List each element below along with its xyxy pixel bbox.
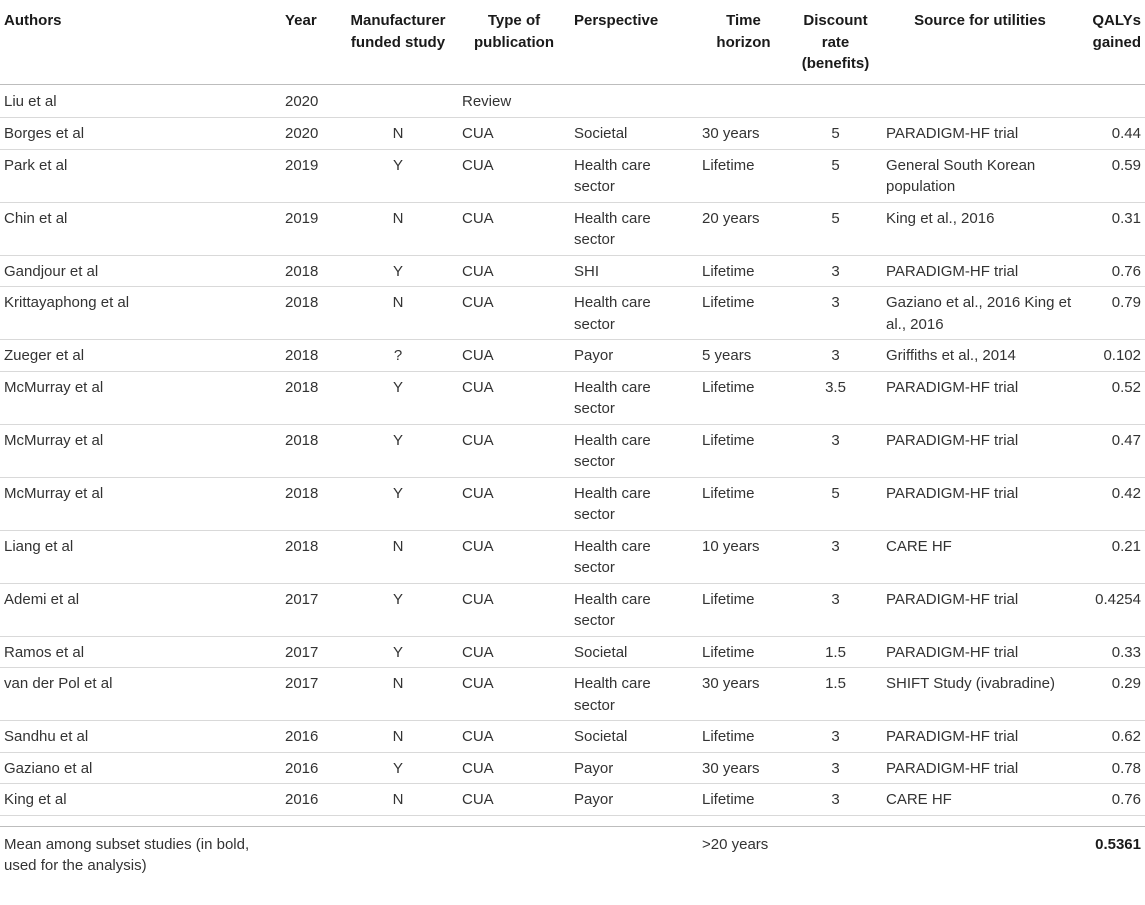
cell-discount-rate <box>789 84 882 118</box>
cell-type: CUA <box>462 537 494 555</box>
cell-qalys: 0.44 <box>1111 125 1141 142</box>
cell-time-horizon: Lifetime <box>702 791 755 808</box>
cell-type: CUA <box>462 378 494 396</box>
cell-authors: Krittayaphong et al <box>4 294 130 311</box>
cell-year: 2018 <box>285 484 319 502</box>
cell-perspective: Health care sector <box>574 294 651 333</box>
cell-discount-rate: 3 <box>831 759 840 777</box>
cell-qalys: 0.102 <box>1103 347 1141 364</box>
cell-year: 2018 <box>285 431 319 449</box>
cell-type: CUA <box>462 728 494 745</box>
cell-authors: Liu et al <box>4 92 57 110</box>
cell-perspective: Health care sector <box>574 156 651 195</box>
cell-perspective: Health care sector <box>574 378 651 417</box>
cell-qalys: 0.4254 <box>1095 590 1141 608</box>
col-header-discount-rate: Discount rate (benefits) <box>801 12 870 72</box>
cell-source: CARE HF <box>886 791 952 808</box>
cell-time-horizon: 30 years <box>702 759 760 777</box>
cell-source: CARE HF <box>886 537 952 555</box>
table-row <box>0 784 1145 816</box>
cell-discount-rate: 1.5 <box>825 675 846 692</box>
cell-qalys <box>1078 84 1145 118</box>
cell-manufacturer: N <box>392 209 404 227</box>
cell-discount-rate: 3 <box>831 347 840 364</box>
cell-perspective: Payor <box>574 347 614 364</box>
cell-time-horizon: Lifetime <box>702 590 755 608</box>
cell-type: CUA <box>462 294 494 311</box>
cell-qalys: 0.59 <box>1111 156 1141 174</box>
cell-qalys: 0.21 <box>1111 537 1141 555</box>
cell-source <box>882 84 1078 118</box>
cell-type: CUA <box>462 590 494 608</box>
cell-source: SHIFT Study (ivabradine) <box>886 675 1055 692</box>
cell-year: 2017 <box>285 643 319 661</box>
cell-year: 2018 <box>285 347 319 364</box>
cell-source: PARADIGM-HF trial <box>886 262 1019 280</box>
col-header-perspective: Perspective <box>574 12 659 29</box>
cell-authors: Borges et al <box>4 125 85 142</box>
table-row <box>0 340 1145 372</box>
cell-type: CUA <box>462 484 494 502</box>
cell-perspective <box>570 84 698 118</box>
cell-manufacturer: N <box>392 675 404 692</box>
table-row <box>0 255 1145 287</box>
cell-type: CUA <box>462 791 494 808</box>
col-header-manufacturer: Manufacturer funded study <box>350 12 446 51</box>
table-row <box>0 149 1145 202</box>
cell-discount-rate: 3 <box>831 728 840 745</box>
cell-authors: van der Pol et al <box>4 675 113 692</box>
cell-qalys: 0.31 <box>1111 209 1141 227</box>
cell-manufacturer: N <box>392 791 404 808</box>
cell-year: 2019 <box>285 209 319 227</box>
cell-manufacturer: N <box>392 728 404 745</box>
table-row <box>0 118 1145 150</box>
cell-perspective: SHI <box>574 262 600 280</box>
cell-discount-rate: 5 <box>831 484 840 502</box>
col-header-year: Year <box>285 12 317 29</box>
cell-manufacturer: Y <box>392 643 403 661</box>
cell-discount-rate: 5 <box>831 156 840 174</box>
cell-perspective: Payor <box>574 759 614 777</box>
cell-year: 2016 <box>285 728 319 745</box>
cell-discount-rate: 3 <box>831 431 840 449</box>
cell-year: 2018 <box>285 262 319 280</box>
cell-type: Review <box>462 92 512 110</box>
cell-manufacturer: Y <box>392 431 403 449</box>
cell-time-horizon: Lifetime <box>702 484 755 502</box>
cell-discount-rate: 1.5 <box>825 643 846 661</box>
table-row <box>0 721 1145 753</box>
cell-perspective: Societal <box>574 643 628 661</box>
col-header-type: Type of publication <box>474 12 554 51</box>
cell-manufacturer: Y <box>392 156 403 174</box>
cell-time-horizon: 30 years <box>702 125 760 142</box>
cell-discount-rate: 3 <box>831 791 840 808</box>
cell-perspective: Health care sector <box>574 484 651 523</box>
cell-source: PARADIGM-HF trial <box>886 590 1019 608</box>
col-header-qalys: QALYs gained <box>1092 12 1141 51</box>
cell-time-horizon <box>698 84 789 118</box>
cell-year: 2018 <box>285 294 319 311</box>
cell-time-horizon: Lifetime <box>702 294 755 311</box>
cell-source: PARADIGM-HF trial <box>886 728 1019 745</box>
mean-label-text: Mean among subset studies (in bold, used for the analysis) <box>4 835 250 874</box>
cell-discount-rate: 3 <box>831 294 840 311</box>
table-row <box>0 752 1145 784</box>
table-row <box>0 477 1145 530</box>
col-header-authors: Authors <box>4 12 62 29</box>
cell-perspective: Societal <box>574 728 628 745</box>
cell-manufacturer: N <box>392 537 404 555</box>
cell-time-horizon: Lifetime <box>702 728 755 745</box>
cell-time-horizon: 10 years <box>702 537 760 555</box>
cell-qalys: 0.52 <box>1111 378 1141 396</box>
cell-source: PARADIGM-HF trial <box>886 759 1019 777</box>
cell-year: 2016 <box>285 759 319 777</box>
cell-qalys: 0.62 <box>1111 728 1141 745</box>
mean-label <box>0 826 698 881</box>
cell-authors: Gandjour et al <box>4 262 99 280</box>
cell-authors: Gaziano et al <box>4 759 93 777</box>
cell-discount-rate: 5 <box>831 125 840 142</box>
cell-authors: King et al <box>4 791 67 808</box>
cell-qalys: 0.47 <box>1111 431 1141 449</box>
cell-type: CUA <box>462 431 494 449</box>
cell-discount-rate: 3 <box>831 537 840 555</box>
cell-manufacturer: ? <box>393 347 403 364</box>
col-header-source: Source for utilities <box>914 12 1046 29</box>
table-row <box>0 287 1145 340</box>
cell-qalys: 0.33 <box>1111 643 1141 661</box>
cell-perspective: Health care sector <box>574 537 651 576</box>
cell-qalys: 0.76 <box>1111 262 1141 280</box>
cell-qalys: 0.42 <box>1111 484 1141 502</box>
table-row <box>0 371 1145 424</box>
cell-manufacturer: N <box>392 125 404 142</box>
table-row <box>0 530 1145 583</box>
cell-perspective: Health care sector <box>574 431 651 470</box>
cell-manufacturer: Y <box>392 262 403 280</box>
cell-time-horizon: 30 years <box>702 675 760 692</box>
table-row <box>0 583 1145 636</box>
cell-source: Gaziano et al., 2016 King et al., 2016 <box>886 294 1072 333</box>
cell-manufacturer: Y <box>392 378 403 396</box>
cell-type: CUA <box>462 675 494 692</box>
cell-authors: McMurray et al <box>4 431 104 449</box>
cell-manufacturer <box>338 84 458 118</box>
cell-year: 2017 <box>285 675 319 692</box>
cell-source: General South Korean population <box>886 156 1036 195</box>
cell-year: 2020 <box>285 92 319 110</box>
cell-manufacturer: Y <box>392 759 403 777</box>
cell-authors: McMurray et al <box>4 378 104 396</box>
cell-discount-rate: 3 <box>831 262 840 280</box>
cell-authors: Park et al <box>4 156 68 174</box>
cell-discount-rate: 5 <box>831 209 840 227</box>
table-row <box>0 84 1145 118</box>
table-row <box>0 202 1145 255</box>
cell-time-horizon: 5 years <box>702 347 752 364</box>
cell-type: CUA <box>462 759 494 777</box>
cell-perspective: Health care sector <box>574 675 651 714</box>
cell-source: PARADIGM-HF trial <box>886 643 1019 661</box>
cell-source: PARADIGM-HF trial <box>886 125 1019 142</box>
cell-qalys: 0.79 <box>1111 294 1141 311</box>
mean-row <box>0 826 1145 881</box>
spacer-cell <box>0 815 1145 826</box>
cell-perspective: Payor <box>574 791 614 808</box>
cell-time-horizon: Lifetime <box>702 262 755 280</box>
cell-authors: Ademi et al <box>4 590 80 608</box>
cell-discount-rate: 3.5 <box>825 378 846 396</box>
cell-type: CUA <box>462 125 494 142</box>
cell-time-horizon: Lifetime <box>702 156 755 174</box>
cell-year: 2018 <box>285 537 319 555</box>
cell-qalys: 0.78 <box>1111 759 1141 777</box>
cell-authors: McMurray et al <box>4 484 104 502</box>
cell-qalys: 0.76 <box>1111 791 1141 808</box>
cell-year: 2019 <box>285 156 319 174</box>
cell-source: PARADIGM-HF trial <box>886 378 1019 396</box>
spacer-row <box>0 815 1145 826</box>
cell-time-horizon: 20 years <box>702 209 760 227</box>
mean-horizon: >20 years <box>702 835 769 853</box>
cell-authors: Zueger et al <box>4 347 85 364</box>
cell-authors: Sandhu et al <box>4 728 89 745</box>
cell-type: CUA <box>462 156 494 174</box>
header-row <box>0 0 1145 84</box>
cell-source: King et al., 2016 <box>886 209 995 227</box>
cell-source: PARADIGM-HF trial <box>886 484 1019 502</box>
cell-perspective: Health care sector <box>574 590 651 629</box>
cell-year: 2018 <box>285 378 319 396</box>
table-row <box>0 668 1145 721</box>
cell-perspective: Health care sector <box>574 209 651 248</box>
cell-year: 2017 <box>285 590 319 608</box>
cell-type: CUA <box>462 262 494 280</box>
cell-time-horizon: Lifetime <box>702 431 755 449</box>
cell-qalys: 0.29 <box>1111 675 1141 692</box>
cell-authors: Chin et al <box>4 209 68 227</box>
cell-source: Griffiths et al., 2014 <box>886 347 1016 364</box>
cell-discount-rate: 3 <box>831 590 840 608</box>
col-header-time-horizon: Time horizon <box>716 12 771 51</box>
mean-value: 0.5361 <box>1095 835 1141 853</box>
cell-year: 2016 <box>285 791 319 808</box>
cell-type: CUA <box>462 347 494 364</box>
cell-manufacturer: Y <box>392 484 403 502</box>
cell-time-horizon: Lifetime <box>702 378 755 396</box>
cell-authors: Ramos et al <box>4 643 85 661</box>
cell-year: 2020 <box>285 125 319 142</box>
cell-source: PARADIGM-HF trial <box>886 431 1019 449</box>
cell-manufacturer: Y <box>392 590 403 608</box>
table-row <box>0 636 1145 668</box>
cell-perspective: Societal <box>574 125 628 142</box>
cell-type: CUA <box>462 643 494 661</box>
cell-time-horizon: Lifetime <box>702 643 755 661</box>
cell-type: CUA <box>462 209 494 227</box>
cell-authors: Liang et al <box>4 537 74 555</box>
table-row <box>0 424 1145 477</box>
cell-manufacturer: N <box>392 294 404 311</box>
